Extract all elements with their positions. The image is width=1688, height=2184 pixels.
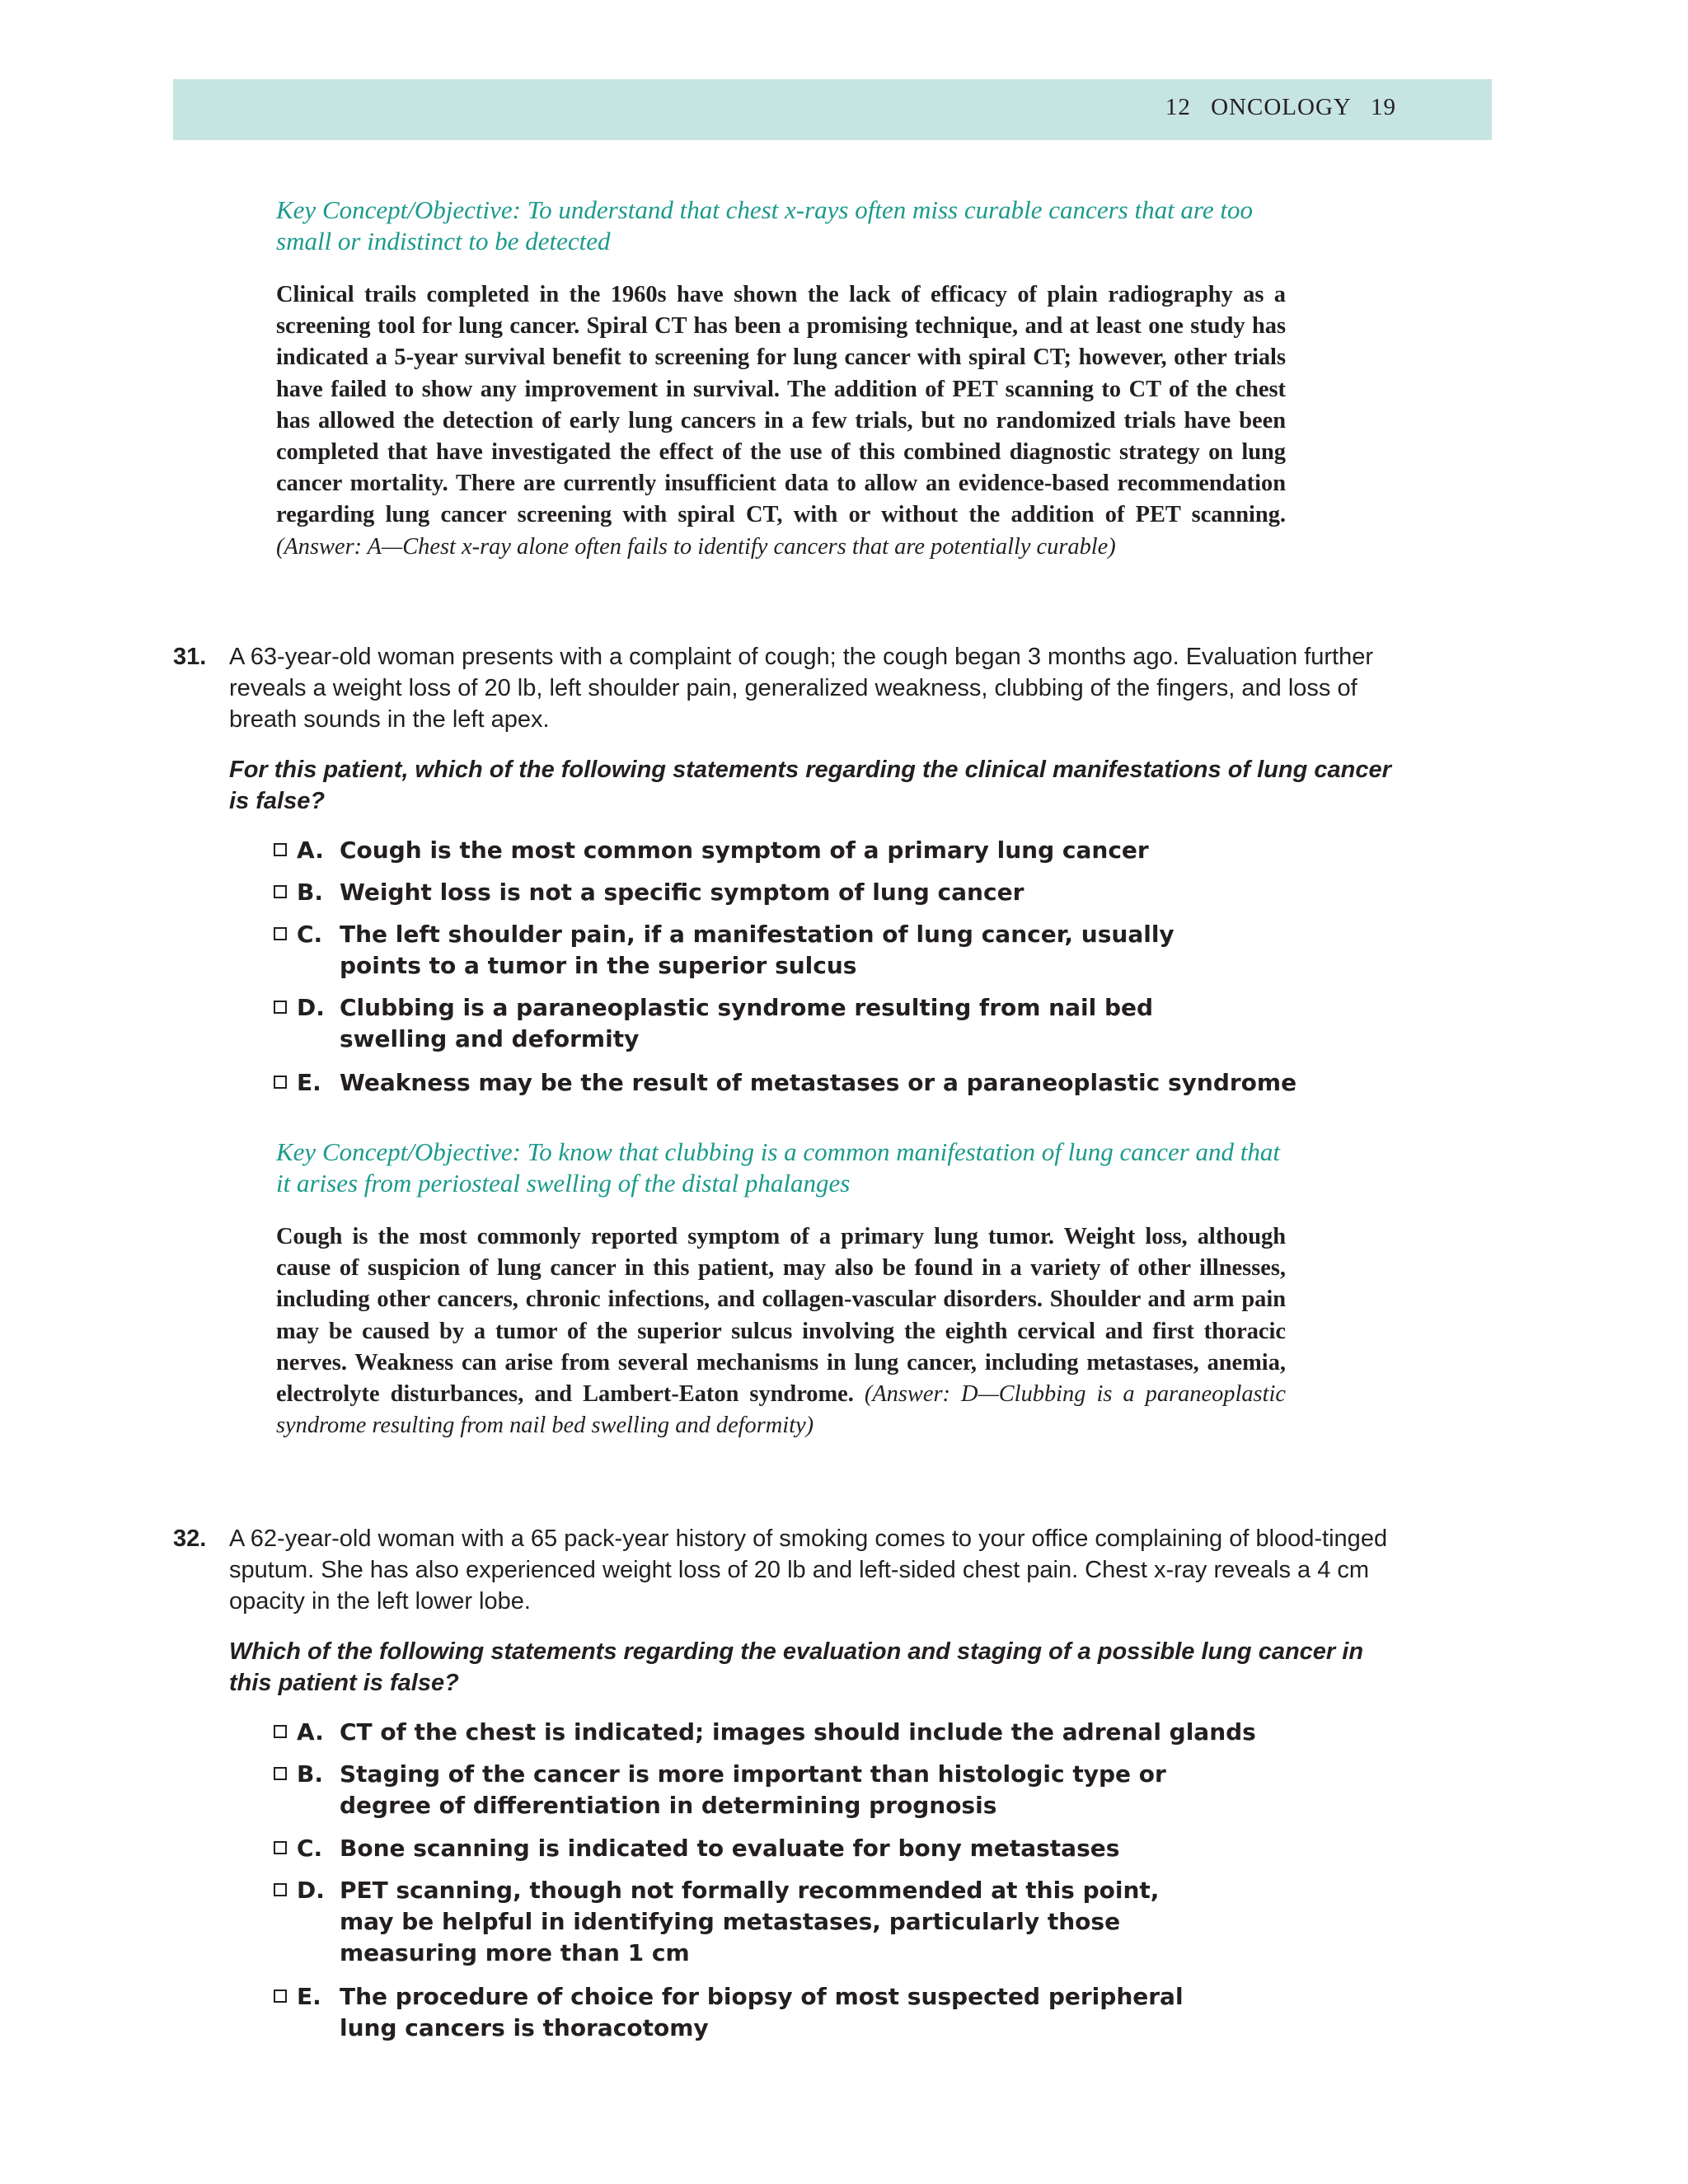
option-letter: A.	[297, 1718, 324, 1746]
running-header	[173, 79, 1492, 140]
option-text: The procedure of choice for biopsy of most suspected peripheral lung cancers is thoracotomy	[340, 1983, 1184, 2041]
chapter-title: ONCOLOGY	[1211, 94, 1351, 120]
explanation-text: Clinical trails completed in the 1960s have shown the lack of efficacy of plain radiography as a screening tool for lung cancer. Spiral CT has been a promising technique, and at least one study has indicated a 5-year survival benefit to screening for lung cancer with spiral CT; however, other trials have failed to show any improvement in survival. The addition of PET scanning to CT of the chest has allowed the detection of early lung cancers in a few trials, but no randomized trials have been completed that have investigated the effect of the use of this combined diagnostic strategy on lung cancer mortality. There are currently insufficient data to allow an evidence-based recommendation regarding lung cancer screening with spiral CT, with or without the addition of PET scanning.	[276, 282, 1286, 528]
question-prompt-32: Which of the following statements regarding the evaluation and staging of a possible lung cancer in this patient is false?	[229, 1638, 1364, 1696]
option-letter: B.	[297, 879, 323, 906]
option-letter: E.	[297, 1069, 321, 1096]
option-letter: B.	[297, 1760, 323, 1788]
checkbox-icon[interactable]	[274, 1990, 287, 2003]
option-letter: D.	[297, 1877, 325, 1904]
question-stem: A 62-year-old woman with a 65 pack-year history of smoking comes to your office complaining of blood-tinged sputum. She has also experienced weight loss of 20 lb and left-sided chest pain. Chest x-ray reveals a 4 cm opacity in the left lower lobe.	[229, 1526, 1388, 1615]
option-letter: C.	[297, 921, 323, 948]
checkbox-icon[interactable]	[274, 927, 287, 940]
option-text: Bone scanning is indicated to evaluate for bony metastases	[340, 1835, 1120, 1862]
chapter-number: 12	[1165, 94, 1191, 120]
checkbox-icon[interactable]	[274, 843, 287, 856]
key-concept-q31: Key Concept/Objective: To know that clubbing is a common manifestation of lung cancer and that it arises from periosteal swelling of the distal phalanges	[276, 1137, 1281, 1197]
option-text: The left shoulder pain, if a manifestation of lung cancer, usually points to a tumor in the superior sulcus	[340, 921, 1175, 979]
checkbox-icon[interactable]	[274, 1841, 287, 1854]
option-text: Cough is the most common symptom of a primary lung cancer	[340, 837, 1149, 864]
option-text: Weight loss is not a specific symptom of lung cancer	[340, 879, 1025, 906]
option-letter: E.	[297, 1983, 321, 2010]
checkbox-icon[interactable]	[274, 1725, 287, 1738]
option-text: Staging of the cancer is more important than histologic type or degree of differentiation in determining prognosis	[340, 1760, 1166, 1819]
checkbox-icon[interactable]	[274, 885, 287, 898]
option-text: Weakness may be the result of metastases or a paraneoplastic syndrome	[340, 1069, 1297, 1096]
checkbox-icon[interactable]	[274, 1883, 287, 1896]
option-31-b[interactable]	[274, 877, 1312, 908]
option-32-a[interactable]	[274, 1717, 1312, 1748]
answer-text: (Answer: A—Chest x-ray alone often fails to identify cancers that are potentially curable)	[276, 533, 1116, 560]
option-31-a[interactable]	[274, 835, 1312, 866]
option-text: PET scanning, though not formally recommended at this point, may be helpful in identifying metastases, particularly those measuring more than 1 cm	[340, 1877, 1160, 1966]
question-prompt-31: For this patient, which of the following statements regarding the clinical manifestations of lung cancer is false?	[229, 757, 1391, 814]
checkbox-icon[interactable]	[274, 1767, 287, 1780]
option-letter: D.	[297, 994, 325, 1021]
option-text: Clubbing is a paraneoplastic syndrome resulting from nail bed swelling and deformity	[340, 994, 1154, 1052]
question-31	[173, 641, 1401, 735]
option-32-d[interactable]	[274, 1875, 1197, 1969]
option-letter: A.	[297, 837, 324, 864]
option-32-c[interactable]	[274, 1833, 1312, 1864]
key-concept-q30: Key Concept/Objective: To understand that chest x-rays often miss curable cancers that are too small or indistinct to be detected	[276, 195, 1253, 255]
explanation-q30	[276, 279, 1286, 563]
option-31-d[interactable]	[274, 992, 1197, 1055]
option-31-c[interactable]	[274, 919, 1230, 982]
explanation-q31	[276, 1221, 1286, 1441]
option-32-e[interactable]	[274, 1981, 1197, 2044]
option-text: CT of the chest is indicated; images should include the adrenal glands	[340, 1718, 1256, 1746]
question-number: 31.	[173, 644, 207, 670]
checkbox-icon[interactable]	[274, 1001, 287, 1014]
header-text	[1165, 94, 1396, 121]
explanation-text: Cough is the most commonly reported symptom of a primary lung tumor. Weight loss, although cause of suspicion of lung cancer in this patient, may also be found in a variety of other illnesses, including other cancers, chronic infections, and collagen-vascular disorders. Shoulder and arm pain may be caused by a tumor of the superior sulcus involving the eighth cervical and first thoracic nerves. Weakness can arise from several mechanisms in lung cancer, including metastases, anemia, electrolyte disturbances, and Lambert-Eaton syndrome.	[276, 1224, 1286, 1408]
question-number: 32.	[173, 1526, 207, 1552]
option-31-e[interactable]	[274, 1067, 1312, 1099]
answer-text: (Answer: D—Clubbing is a paraneoplastic syndrome resulting from nail bed swelling and deformity)	[276, 1381, 1286, 1439]
checkbox-icon[interactable]	[274, 1076, 287, 1089]
option-letter: C.	[297, 1835, 323, 1862]
question-32	[173, 1523, 1401, 1617]
page-number: 19	[1371, 94, 1396, 120]
option-32-b[interactable]	[274, 1759, 1230, 1821]
question-stem: A 63-year-old woman presents with a complaint of cough; the cough began 3 months ago. Evaluation further reveals a weight loss of 20 lb, left shoulder pain, generalized weakness, clubbing of the fingers, and loss of breath sounds in the left apex.	[229, 644, 1374, 733]
